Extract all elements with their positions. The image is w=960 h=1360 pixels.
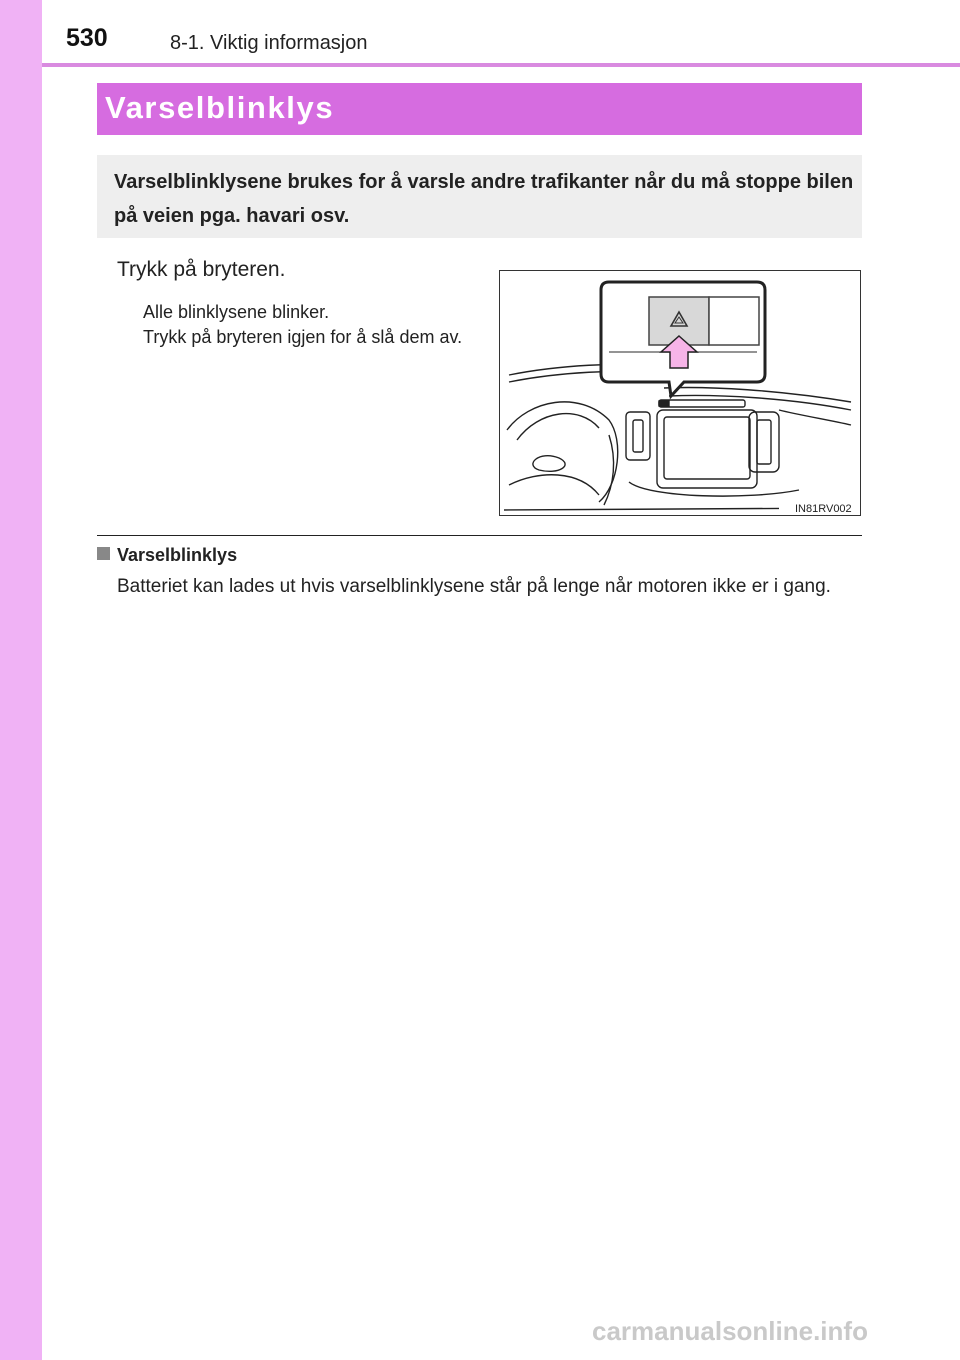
section-heading: 8-1. Viktig informasjon — [170, 32, 368, 54]
page-number: 530 — [66, 24, 108, 52]
header-rule — [42, 63, 960, 67]
step-details — [143, 300, 478, 350]
note-body: Batteriet kan lades ut hvis varselblinklysene står på lenge når motoren ikke er i gang. — [117, 576, 831, 597]
section-divider — [97, 535, 862, 536]
note-heading: Varselblinklys — [117, 545, 238, 565]
intro-box — [97, 155, 862, 238]
hazard-switch-illustration — [499, 270, 861, 516]
title-bar — [97, 83, 862, 135]
page-title: Varselblinklys — [105, 90, 335, 125]
square-bullet-icon — [97, 547, 110, 560]
step-instruction: Trykk på bryteren. — [117, 258, 286, 281]
intro-text: Varselblinklysene brukes for å varsle andre trafikanter når du må stoppe bilen på veien pga. havari osv. — [114, 171, 854, 227]
figure-code: IN81RV002 — [795, 503, 852, 515]
watermark: carmanualsonline.info — [592, 1316, 868, 1346]
step-detail-line: Trykk på bryteren igjen for å slå dem av. — [143, 327, 463, 347]
step-detail-line: Alle blinklysene blinker. — [143, 302, 330, 322]
side-color-strip — [0, 0, 42, 1360]
